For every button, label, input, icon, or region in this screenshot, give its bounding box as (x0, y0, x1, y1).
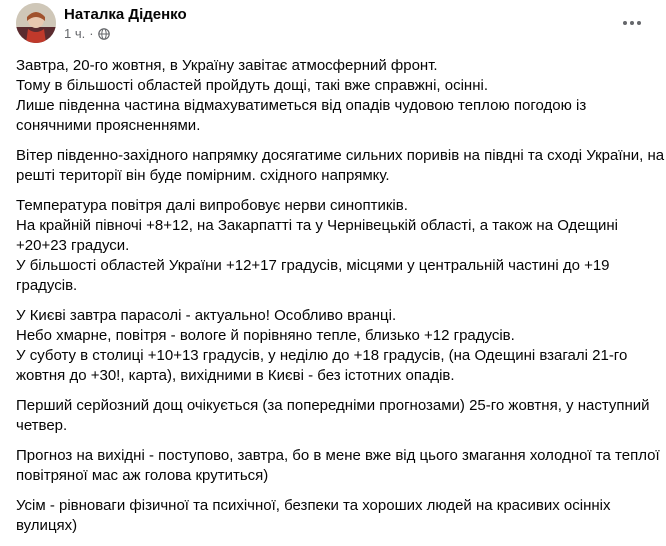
post-text-line: +20+23 градуси. (16, 237, 130, 254)
more-dot (637, 21, 641, 25)
post-paragraph (16, 496, 650, 536)
post-text-line: вулицях) (16, 517, 78, 534)
post-text-line: градусів. (16, 277, 78, 294)
author-avatar[interactable] (16, 3, 56, 43)
post-text-line: У більшості областей України +12+17 градусів, місцями у центральній частині до +19 (16, 257, 610, 274)
author-name[interactable]: Наталка Діденко (64, 6, 187, 23)
post-text-line: Прогноз на вихідні - поступово, завтра, бо в мене вже від цього змагання холодної та теплої (16, 447, 660, 464)
post-text-line: Перший серйозний дощ очікується (за попередніми прогнозами) 25-го жовтня, у наступний (16, 397, 650, 414)
avatar-image (16, 3, 56, 43)
post-text-line: Лише південна частина відмахуватиметься від опадів чудовою теплою погодою із (16, 97, 587, 114)
meta-separator: · (89, 26, 94, 41)
more-dot (630, 21, 634, 25)
post-paragraph (16, 396, 650, 436)
more-options-icon[interactable] (618, 13, 646, 33)
post-text-line: Температура повітря далі випробовує нерви синоптиків. (16, 197, 408, 214)
post-text-line: повітряної мас аж голова крутиться) (16, 467, 269, 484)
post-paragraph (16, 306, 650, 386)
post-text-line: Тому в більшості областей пройдуть дощі, такі вже справжні, осінні. (16, 77, 488, 94)
post-text-line: Небо хмарне, повітря - вологе й порівняно тепле, близько +12 градусів. (16, 327, 515, 344)
post-meta (64, 26, 110, 41)
post-text-line: решті території він буде помірним. східного напрямку. (16, 167, 390, 184)
globe-icon[interactable] (98, 28, 110, 40)
post-paragraph (16, 196, 650, 296)
post-text-line: Завтра, 20-го жовтня, в Україну завітає атмосферний фронт. (16, 57, 438, 74)
post-paragraph (16, 146, 665, 186)
post-header (16, 3, 650, 43)
post-text-line: У суботу в столиці +10+13 градусів, у неділю до +18 градусів, (на Одещині взагалі 21-го (16, 347, 628, 364)
post-text-line: сонячними проясненнями. (16, 117, 201, 134)
post-paragraph (16, 446, 660, 486)
post-timestamp[interactable]: 1 ч. (64, 26, 86, 41)
post-text-line: Вітер південно-західного напрямку досягатиме сильних поривів на півдні та сході України, на (16, 147, 665, 164)
more-dot (623, 21, 627, 25)
post-text-line: У Києві завтра парасолі - актуально! Особливо вранці. (16, 307, 397, 324)
post-text-line: Усім - рівноваги фізичної та психічної, безпеки та хороших людей на красивих осінніх (16, 497, 611, 514)
post-text-line: жовтня до +30!, карта), вихідними в Києві - без істотних опадів. (16, 367, 455, 384)
post-paragraph (16, 56, 650, 136)
post-text (16, 56, 665, 546)
post-text-line: На крайній півночі +8+12, на Закарпатті та у Чернівецькій області, а також на Одещині (16, 217, 618, 234)
post-text-line: четвер. (16, 417, 68, 434)
